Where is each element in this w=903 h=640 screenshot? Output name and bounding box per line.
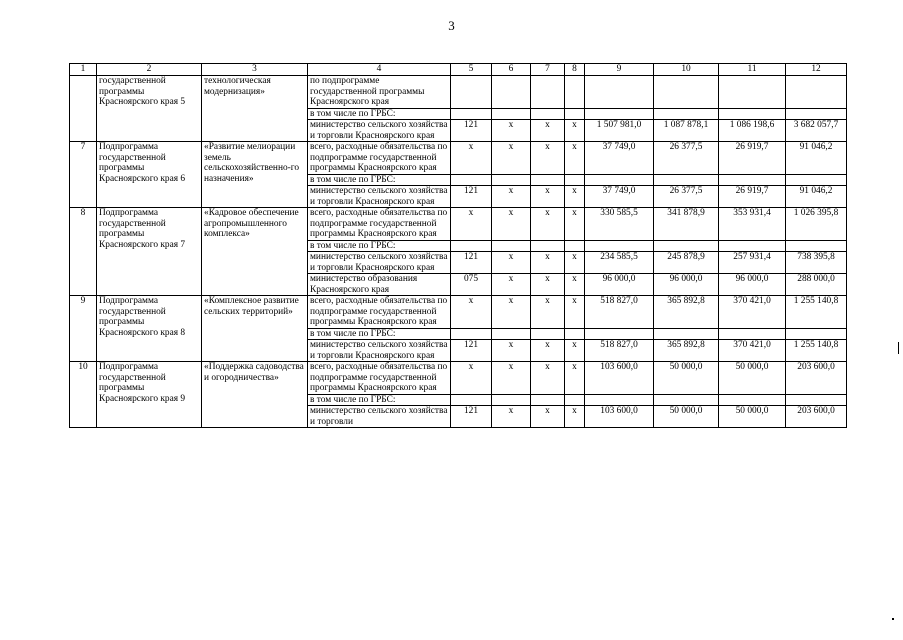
expense-description: в том числе по ГРБС:: [308, 394, 451, 406]
value-cell-c10: 26 377,5: [654, 186, 719, 208]
value-cell-c5: х: [451, 362, 492, 395]
value-cell-c5: 121: [451, 186, 492, 208]
value-cell-c9: 103 600,0: [585, 406, 654, 428]
value-cell-c5: 121: [451, 406, 492, 428]
value-cell-c12: [786, 108, 847, 120]
value-cell-c11: 50 000,0: [719, 406, 786, 428]
value-cell-c10: 50 000,0: [654, 406, 719, 428]
value-cell-c6: х: [492, 362, 531, 395]
value-cell-c10: 365 892,8: [654, 296, 719, 329]
value-cell-c7: х: [531, 406, 565, 428]
column-header: 7: [531, 64, 565, 76]
value-cell-c11: 26 919,7: [719, 142, 786, 175]
value-cell-c12: 288 000,0: [786, 274, 847, 296]
value-cell-c6: [492, 328, 531, 340]
value-cell-c5: х: [451, 208, 492, 241]
table-row: [70, 142, 847, 175]
value-cell-c10: [654, 394, 719, 406]
value-cell-c7: [531, 328, 565, 340]
value-cell-c12: 203 600,0: [786, 406, 847, 428]
value-cell-c6: х: [492, 252, 531, 274]
subprogram-purpose: технологическая модернизация»: [202, 76, 308, 142]
expense-description: министерство сельского хозяйства и торговли Красноярского края: [308, 186, 451, 208]
value-cell-c11: 26 919,7: [719, 186, 786, 208]
value-cell-c11: 50 000,0: [719, 362, 786, 395]
value-cell-c7: [531, 174, 565, 186]
expense-description: министерство сельского хозяйства и торговли: [308, 406, 451, 428]
value-cell-c10: [654, 240, 719, 252]
value-cell-c10: [654, 108, 719, 120]
column-header: 12: [786, 64, 847, 76]
value-cell-c5: 121: [451, 252, 492, 274]
value-cell-c6: [492, 174, 531, 186]
value-cell-c7: х: [531, 252, 565, 274]
value-cell-c8: [565, 240, 585, 252]
margin-mark: [898, 342, 899, 354]
column-header: 3: [202, 64, 308, 76]
value-cell-c7: х: [531, 362, 565, 395]
value-cell-c7: х: [531, 142, 565, 175]
expense-description: министерство сельского хозяйства и торговли Красноярского края: [308, 252, 451, 274]
expense-description: министерство сельского хозяйства и торговли Красноярского края: [308, 120, 451, 142]
expense-description: министерство образования Красноярского края: [308, 274, 451, 296]
value-cell-c8: [565, 328, 585, 340]
page-number: 3: [448, 18, 455, 33]
value-cell-c7: х: [531, 340, 565, 362]
value-cell-c11: [719, 108, 786, 120]
value-cell-c7: [531, 108, 565, 120]
expense-description: в том числе по ГРБС:: [308, 108, 451, 120]
expense-description: всего, расходные обязательства по подпрограмме государственной программы Красноярского края: [308, 142, 451, 175]
value-cell-c8: х: [565, 142, 585, 175]
value-cell-c8: х: [565, 120, 585, 142]
value-cell-c12: [786, 174, 847, 186]
row-number: 10: [70, 362, 97, 428]
value-cell-c10: 1 087 878,1: [654, 120, 719, 142]
value-cell-c8: [565, 174, 585, 186]
value-cell-c12: [786, 394, 847, 406]
row-number: 7: [70, 142, 97, 208]
subprogram-purpose: «Развитие мелиорации земель сельскохозяйственно-го назначения»: [202, 142, 308, 208]
value-cell-c7: х: [531, 274, 565, 296]
value-cell-c6: х: [492, 406, 531, 428]
value-cell-c10: 50 000,0: [654, 362, 719, 395]
table-row: [70, 296, 847, 329]
value-cell-c11: 353 931,4: [719, 208, 786, 241]
value-cell-c8: х: [565, 274, 585, 296]
value-cell-c6: х: [492, 208, 531, 241]
value-cell-c5: [451, 394, 492, 406]
value-cell-c11: 370 421,0: [719, 340, 786, 362]
value-cell-c10: [654, 76, 719, 109]
value-cell-c11: [719, 394, 786, 406]
value-cell-c9: [585, 240, 654, 252]
value-cell-c12: 3 682 057,7: [786, 120, 847, 142]
value-cell-c7: х: [531, 208, 565, 241]
subprogram-name: Подпрограмма государственной программы Красноярского края 8: [97, 296, 202, 362]
expense-description: по подпрограмме государственной программы Красноярского края: [308, 76, 451, 109]
column-header: 2: [97, 64, 202, 76]
value-cell-c9: 518 827,0: [585, 296, 654, 329]
value-cell-c11: [719, 76, 786, 109]
row-number: 8: [70, 208, 97, 296]
value-cell-c12: [786, 76, 847, 109]
value-cell-c6: х: [492, 296, 531, 329]
table-row: [70, 362, 847, 395]
value-cell-c5: [451, 76, 492, 109]
value-cell-c10: 26 377,5: [654, 142, 719, 175]
subprogram-purpose: «Комплексное развитие сельских территорий»: [202, 296, 308, 362]
value-cell-c9: [585, 328, 654, 340]
value-cell-c12: 738 395,8: [786, 252, 847, 274]
value-cell-c7: [531, 240, 565, 252]
value-cell-c12: 1 026 395,8: [786, 208, 847, 241]
value-cell-c8: х: [565, 406, 585, 428]
value-cell-c5: [451, 240, 492, 252]
column-header: 5: [451, 64, 492, 76]
value-cell-c9: 234 585,5: [585, 252, 654, 274]
value-cell-c5: 075: [451, 274, 492, 296]
value-cell-c6: х: [492, 340, 531, 362]
expense-description: всего, расходные обязательства по подпрограмме государственной программы Красноярского края: [308, 296, 451, 329]
value-cell-c8: х: [565, 186, 585, 208]
value-cell-c5: [451, 108, 492, 120]
column-header: 4: [308, 64, 451, 76]
value-cell-c8: [565, 394, 585, 406]
value-cell-c7: х: [531, 186, 565, 208]
value-cell-c12: 91 046,2: [786, 186, 847, 208]
table-row: [70, 76, 847, 109]
expense-description: в том числе по ГРБС:: [308, 174, 451, 186]
subprogram-name: Подпрограмма государственной программы Красноярского края 9: [97, 362, 202, 428]
value-cell-c5: [451, 174, 492, 186]
value-cell-c11: [719, 328, 786, 340]
value-cell-c12: [786, 240, 847, 252]
value-cell-c5: х: [451, 142, 492, 175]
value-cell-c9: 96 000,0: [585, 274, 654, 296]
value-cell-c9: [585, 174, 654, 186]
value-cell-c12: 91 046,2: [786, 142, 847, 175]
value-cell-c8: [565, 108, 585, 120]
value-cell-c6: х: [492, 274, 531, 296]
value-cell-c12: 1 255 140,8: [786, 296, 847, 329]
value-cell-c8: х: [565, 252, 585, 274]
value-cell-c8: х: [565, 362, 585, 395]
value-cell-c9: [585, 76, 654, 109]
value-cell-c12: 1 255 140,8: [786, 340, 847, 362]
value-cell-c12: 203 600,0: [786, 362, 847, 395]
value-cell-c6: х: [492, 120, 531, 142]
value-cell-c10: 245 878,9: [654, 252, 719, 274]
subprogram-purpose: «Поддержка садоводства и огородничества»: [202, 362, 308, 428]
column-header: 6: [492, 64, 531, 76]
value-cell-c9: 103 600,0: [585, 362, 654, 395]
value-cell-c11: [719, 174, 786, 186]
column-header: 9: [585, 64, 654, 76]
value-cell-c6: [492, 76, 531, 109]
expense-description: всего, расходные обязательства по подпрограмме государственной программы Красноярского края: [308, 208, 451, 241]
value-cell-c5: [451, 328, 492, 340]
margin-dot: [892, 618, 894, 620]
value-cell-c8: х: [565, 208, 585, 241]
value-cell-c10: 341 878,9: [654, 208, 719, 241]
value-cell-c10: 96 000,0: [654, 274, 719, 296]
value-cell-c5: 121: [451, 120, 492, 142]
row-number: [70, 76, 97, 142]
column-header: 11: [719, 64, 786, 76]
value-cell-c6: [492, 108, 531, 120]
subprogram-purpose: «Кадровое обеспечение агропромышленного комплекса»: [202, 208, 308, 296]
value-cell-c9: [585, 108, 654, 120]
value-cell-c6: [492, 394, 531, 406]
value-cell-c11: 1 086 198,6: [719, 120, 786, 142]
value-cell-c10: 365 892,8: [654, 340, 719, 362]
subprogram-name: Подпрограмма государственной программы Красноярского края 7: [97, 208, 202, 296]
value-cell-c9: 330 585,5: [585, 208, 654, 241]
column-header: 10: [654, 64, 719, 76]
value-cell-c7: [531, 394, 565, 406]
value-cell-c12: [786, 328, 847, 340]
budget-table: [69, 63, 847, 428]
value-cell-c11: 257 931,4: [719, 252, 786, 274]
value-cell-c6: [492, 240, 531, 252]
subprogram-name: государственной программы Красноярского края 5: [97, 76, 202, 142]
value-cell-c8: х: [565, 296, 585, 329]
value-cell-c6: х: [492, 142, 531, 175]
column-header: 8: [565, 64, 585, 76]
value-cell-c10: [654, 328, 719, 340]
subprogram-name: Подпрограмма государственной программы Красноярского края 6: [97, 142, 202, 208]
value-cell-c9: 37 749,0: [585, 142, 654, 175]
expense-description: всего, расходные обязательства по подпрограмме государственной программы Красноярского края: [308, 362, 451, 395]
expense-description: в том числе по ГРБС:: [308, 240, 451, 252]
value-cell-c7: х: [531, 296, 565, 329]
value-cell-c9: 518 827,0: [585, 340, 654, 362]
value-cell-c10: [654, 174, 719, 186]
column-header-row: [70, 64, 847, 76]
value-cell-c9: [585, 394, 654, 406]
value-cell-c7: [531, 76, 565, 109]
value-cell-c11: 370 421,0: [719, 296, 786, 329]
value-cell-c7: х: [531, 120, 565, 142]
value-cell-c8: [565, 76, 585, 109]
value-cell-c5: х: [451, 296, 492, 329]
row-number: 9: [70, 296, 97, 362]
column-header: 1: [70, 64, 97, 76]
value-cell-c5: 121: [451, 340, 492, 362]
value-cell-c11: [719, 240, 786, 252]
value-cell-c8: х: [565, 340, 585, 362]
value-cell-c6: х: [492, 186, 531, 208]
value-cell-c9: 37 749,0: [585, 186, 654, 208]
value-cell-c11: 96 000,0: [719, 274, 786, 296]
table-row: [70, 208, 847, 241]
expense-description: министерство сельского хозяйства и торговли Красноярского края: [308, 340, 451, 362]
expense-description: в том числе по ГРБС:: [308, 328, 451, 340]
value-cell-c9: 1 507 981,0: [585, 120, 654, 142]
